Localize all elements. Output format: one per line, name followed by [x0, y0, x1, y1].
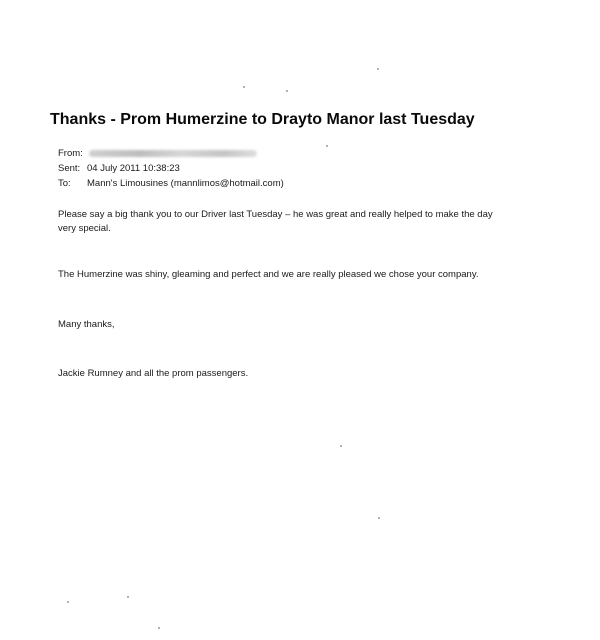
email-paragraph: The Humerzine was shiny, gleaming and perfect and we are really pleased we chose your company.	[58, 269, 479, 280]
email-header	[58, 146, 284, 191]
scan-speck	[67, 601, 69, 603]
from-label: From:	[58, 148, 83, 159]
scan-speck	[158, 627, 160, 629]
scan-speck	[377, 68, 379, 70]
sent-row	[58, 161, 284, 176]
to-value: Mann's Limousines (mannlimos@hotmail.com)	[87, 178, 284, 189]
email-signoff: Many thanks,	[58, 319, 115, 330]
to-label: To:	[58, 178, 71, 189]
email-paragraph: Please say a big thank you to our Driver last Tuesday – he was great and really helped to make the day very special.	[58, 209, 493, 234]
scan-speck	[243, 86, 245, 88]
sent-value: 04 July 2011 10:38:23	[87, 163, 180, 174]
scan-speck	[326, 145, 328, 147]
scan-speck	[340, 445, 342, 447]
sent-label: Sent:	[58, 163, 81, 174]
scan-speck	[127, 596, 129, 598]
to-row	[58, 176, 284, 191]
redacted-sender	[89, 150, 257, 157]
scan-speck	[286, 90, 288, 92]
email-signature: Jackie Rumney and all the prom passengers.	[58, 368, 249, 379]
email-subject: Thanks - Prom Humerzine to Drayto Manor last Tuesday	[50, 111, 475, 128]
scan-speck	[378, 517, 380, 519]
from-row	[58, 146, 284, 161]
